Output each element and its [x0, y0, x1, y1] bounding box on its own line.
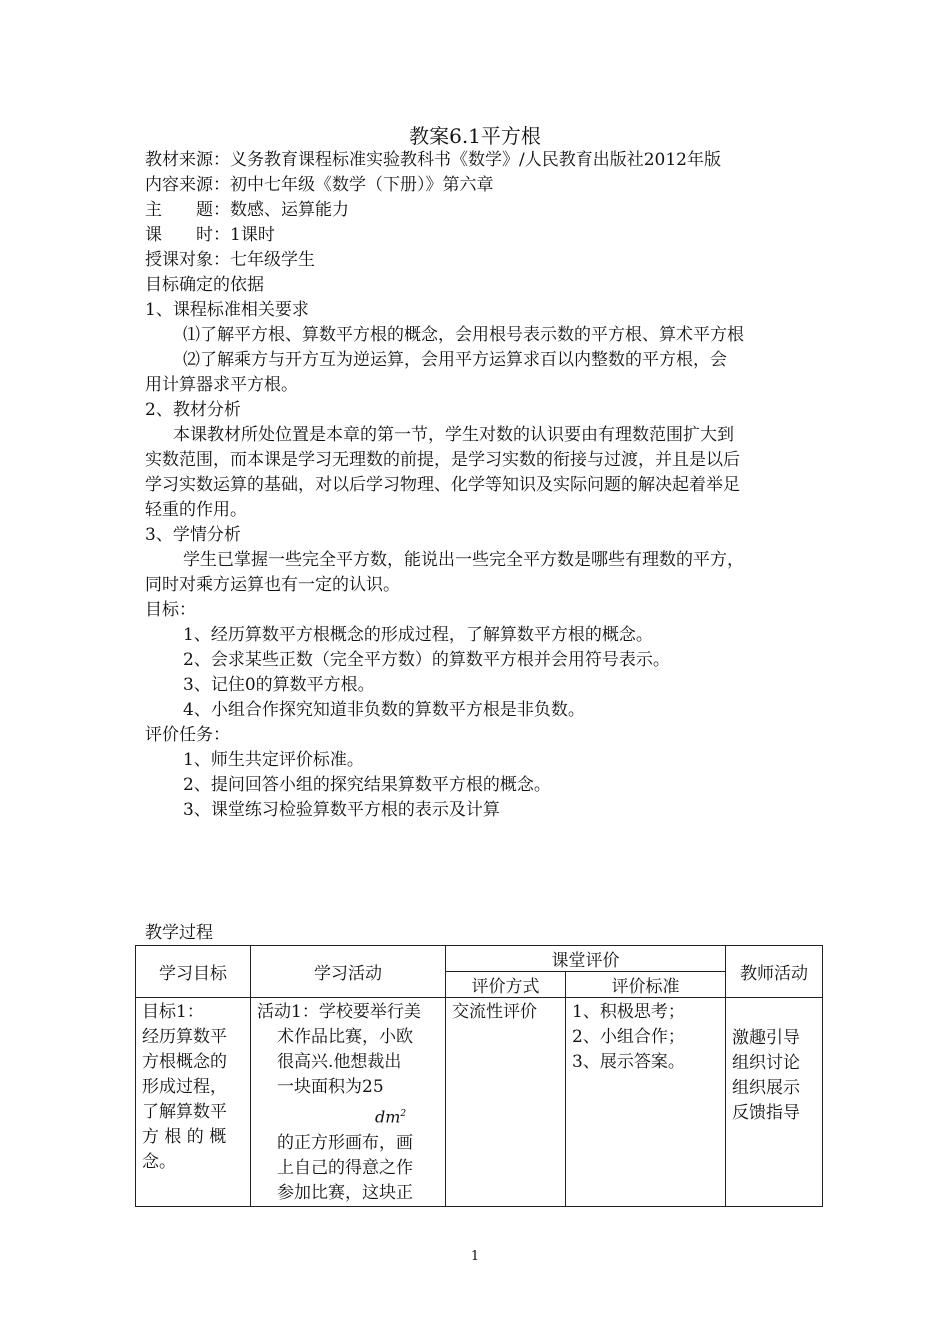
area-unit	[375, 1100, 439, 1131]
process-heading: 教学过程	[145, 923, 213, 943]
goals-heading: 目标：	[145, 600, 196, 620]
activity-line: 术作品比赛，小欧	[277, 1027, 413, 1047]
goal-item: 1、经历算数平方根概念的形成过程，了解算数平方根的概念。	[183, 625, 653, 645]
teacher-cell	[726, 998, 823, 1207]
goal-line: 经历算数平	[142, 1027, 227, 1047]
basis-heading: 目标确定的依据	[145, 275, 264, 295]
goal-line: 方 根 的 概	[142, 1127, 227, 1147]
header-criteria: 评价标准	[566, 972, 726, 998]
evaluation-item: 1、师生共定评价标准。	[183, 750, 364, 770]
teacher-line: 反馈指导	[732, 1103, 800, 1123]
goal-cell	[136, 998, 251, 1207]
header-class-eval: 课堂评价	[446, 946, 726, 972]
header-method: 评价方式	[446, 972, 566, 998]
activity-line: 一块面积为25	[277, 1077, 384, 1097]
section3-heading: 3、学情分析	[145, 525, 241, 545]
teacher-line: 组织展示	[732, 1078, 800, 1098]
activity-line: 很高兴.他想裁出	[277, 1052, 402, 1072]
area-unit-exponent: 2	[400, 1109, 407, 1119]
activity-line: 上自己的得意之作	[277, 1158, 413, 1179]
section2-line: 学习实数运算的基础，对以后学习物理、化学等知识及实际问题的解决起着举足	[145, 475, 740, 495]
goal-line: 形成过程，	[142, 1077, 227, 1097]
goal-line: 方根概念的	[142, 1052, 227, 1072]
method-cell: 交流性评价	[446, 998, 566, 1207]
goal-item: 2、会求某些正数（完全平方数）的算数平方根并会用符号表示。	[183, 650, 670, 670]
activity-line: 活动1：学校要举行美	[257, 1002, 421, 1022]
goal-item: 3、记住0的算数平方根。	[183, 675, 375, 695]
activity-line: 的正方形画布，画	[277, 1133, 413, 1154]
section2-line: 实数范围，而本课是学习无理数的前提，是学习实数的衔接与过渡，并且是以后	[145, 450, 740, 470]
goal-line: 目标1：	[142, 1002, 204, 1022]
section1-heading: 1、课程标准相关要求	[145, 300, 309, 320]
meta-audience: 授课对象：七年级学生	[145, 250, 315, 270]
goal-line: 念。	[142, 1152, 176, 1172]
page-title: 教案6.1平方根	[409, 124, 541, 148]
evaluation-item: 2、提问回答小组的探究结果算数平方根的概念。	[183, 775, 551, 795]
meta-content: 内容来源：初中七年级《数学（下册）》第六章	[145, 175, 494, 195]
section2-line: 轻重的作用。	[145, 500, 247, 520]
section1-item: ⑵了解乘方与开方互为逆运算，会用平方运算求百以内整数的平方根，会	[183, 350, 727, 370]
meta-topic: 主 题：数感、运算能力	[145, 200, 349, 220]
section2-heading: 2、教材分析	[145, 400, 241, 420]
evaluation-item: 3、课堂练习检验算数平方根的表示及计算	[183, 800, 500, 820]
evaluation-heading: 评价任务：	[145, 725, 230, 745]
header-goal: 学习目标	[136, 946, 251, 998]
teacher-line: 激趣引导	[732, 1028, 800, 1048]
meta-hours: 课 时：1课时	[145, 225, 275, 245]
table-header-row	[136, 946, 823, 972]
criteria-line: 1、积极思考；	[572, 1002, 685, 1022]
section3-line: 学生已掌握一些完全平方数，能说出一些完全平方数是哪些有理数的平方，	[183, 550, 744, 570]
criteria-line: 3、展示答案。	[572, 1052, 685, 1072]
section1-item: 用计算器求平方根。	[145, 375, 298, 395]
meta-source: 教材来源：义务教育课程标准实验教科书《数学》/人民教育出版社2012年版	[145, 150, 721, 170]
header-activity: 学习活动	[251, 946, 446, 998]
criteria-line: 2、小组合作；	[572, 1027, 685, 1047]
teacher-line: 组织讨论	[732, 1053, 800, 1073]
table-row	[136, 998, 823, 1207]
header-teacher: 教师活动	[726, 946, 823, 998]
activity-line: 参加比赛，这块正	[277, 1183, 413, 1204]
activity-cell	[251, 998, 446, 1207]
goal-line: 了解算数平	[142, 1102, 227, 1122]
criteria-cell	[566, 998, 726, 1207]
area-unit-base: dm	[375, 1107, 401, 1127]
section3-line: 同时对乘方运算也有一定的认识。	[145, 575, 400, 595]
teaching-process-table	[135, 945, 823, 1207]
goal-item: 4、小组合作探究知道非负数的算数平方根是非负数。	[183, 700, 585, 720]
section1-item: ⑴了解平方根、算数平方根的概念，会用根号表示数的平方根、算术平方根	[183, 325, 744, 345]
section2-line: 本课教材所处位置是本章的第一节，学生对数的认识要由有理数范围扩大到	[173, 425, 734, 445]
page-number: 1	[470, 1249, 480, 1264]
